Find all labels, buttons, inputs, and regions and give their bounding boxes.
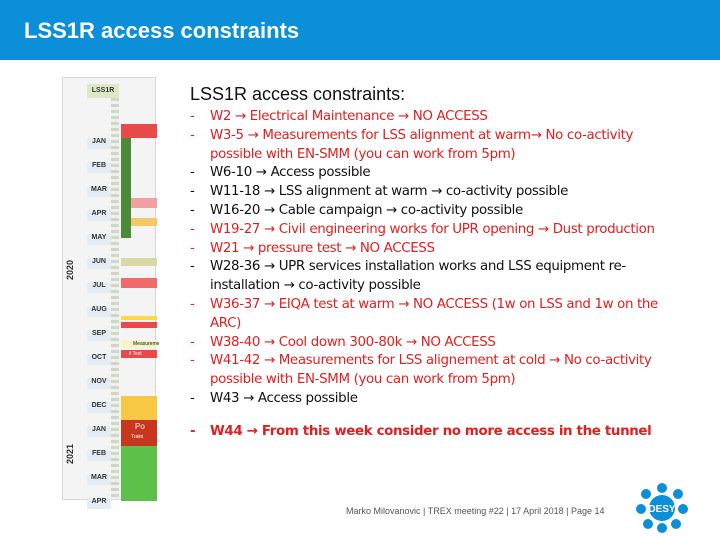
schedule-chart-image <box>62 77 160 505</box>
month-label: JUN <box>87 258 111 269</box>
list-item <box>190 352 680 390</box>
bullet-dash: - <box>190 334 195 350</box>
bullet-dash: - <box>190 127 195 143</box>
month-label: FEB <box>87 162 111 173</box>
list-item <box>190 127 680 165</box>
month-label: APR <box>87 498 111 509</box>
list-item-text: W41-42 → Measurements for LSS alignement at cold → No co-activity possible with EN-SMM (you can work from 5pm) <box>210 353 652 388</box>
block-label: Traini <box>131 434 144 440</box>
month-label: MAR <box>87 186 111 197</box>
month-label: MAY <box>87 234 111 245</box>
title-bar <box>0 0 720 60</box>
month-label: AUG <box>87 306 111 317</box>
constraints-list <box>190 108 680 442</box>
desy-logo-icon <box>636 482 688 534</box>
block-label: il Test <box>129 351 142 357</box>
bullet-dash: - <box>190 390 195 406</box>
list-item-text: W43 → Access possible <box>210 390 358 406</box>
list-item-text: W3-5 → Measurements for LSS alignment at warm→ No co-activity possible with EN-SMM (you can work from 5pm) <box>210 127 634 162</box>
list-item <box>190 221 680 240</box>
content-heading: LSS1R access constraints: <box>190 84 406 104</box>
schedule-block <box>121 340 160 348</box>
schedule-block <box>121 124 157 138</box>
bullet-dash: - <box>190 240 195 256</box>
list-item <box>190 258 680 296</box>
list-item-text: W6-10 → Access possible <box>210 165 371 181</box>
list-item-text: W38-40 → Cool down 300-80k → NO ACCESS <box>210 334 496 350</box>
bullet-dash: - <box>190 165 195 181</box>
schedule-block <box>121 396 157 420</box>
year-label-2020: 2020 <box>65 259 75 281</box>
year-label-2021: 2021 <box>65 443 75 465</box>
list-item <box>190 108 680 127</box>
schedule-block <box>121 350 157 358</box>
list-item-text: W16-20 → Cable campaign → co-activity possible <box>210 202 523 218</box>
schedule-block <box>121 420 157 446</box>
month-label: APR <box>87 210 111 221</box>
bullet-dash: - <box>190 423 196 439</box>
schedule-block <box>121 446 157 501</box>
bullet-dash: - <box>190 353 195 369</box>
month-label: DEC <box>87 402 111 413</box>
schedule-column-header: LSS1R <box>87 84 119 98</box>
month-label: JAN <box>87 426 111 437</box>
block-label: Po <box>135 422 145 431</box>
block-label: Measureme <box>133 341 160 347</box>
list-item-text: W36-37 → EIQA test at warm → NO ACCESS (1w on LSS and 1w on the ARC) <box>210 296 658 331</box>
list-item-text: W28-36 → UPR services installation works and LSS equipment re-installation → co-activity possible <box>210 259 626 294</box>
month-label: OCT <box>87 354 111 365</box>
list-item-text: W2 → Electrical Maintenance → NO ACCESS <box>210 109 488 124</box>
list-item <box>190 164 680 183</box>
list-spacer <box>190 409 680 423</box>
list-item-text: W11-18 → LSS alignment at warm → co-activity possible <box>210 184 568 200</box>
list-item <box>190 296 680 334</box>
month-label: JUL <box>87 282 111 293</box>
month-label: NOV <box>87 378 111 389</box>
bullet-dash: - <box>190 202 195 218</box>
list-item <box>190 423 680 442</box>
list-item <box>190 240 680 259</box>
list-item-text: W44 → From this week consider no more access in the tunnel <box>210 423 652 439</box>
schedule-block <box>121 316 157 320</box>
list-item <box>190 202 680 221</box>
bullet-dash: - <box>190 259 195 275</box>
schedule-block <box>121 322 157 328</box>
month-label: FEB <box>87 450 111 461</box>
list-item <box>190 390 680 409</box>
bullet-dash: - <box>190 109 195 124</box>
schedule-block <box>131 198 157 208</box>
logo-text: DESY <box>648 504 676 515</box>
schedule-block <box>121 278 157 288</box>
list-item <box>190 183 680 202</box>
constraints-content <box>190 84 680 442</box>
bullet-dash: - <box>190 184 195 200</box>
list-item <box>190 334 680 353</box>
schedule-grid <box>111 98 119 498</box>
footer-text: Marko Milovanovic | TREX meeting #22 | 17 April 2018 | Page 14 <box>346 506 605 516</box>
schedule-block <box>131 218 157 226</box>
schedule-block <box>121 138 131 238</box>
month-label: MAR <box>87 474 111 485</box>
list-item-text: W21 → pressure test → NO ACCESS <box>210 240 435 256</box>
bullet-dash: - <box>190 296 195 312</box>
month-label: JAN <box>87 138 111 149</box>
month-column <box>87 98 111 505</box>
bullet-dash: - <box>190 221 195 237</box>
month-label: SEP <box>87 330 111 341</box>
slide-title: LSS1R access constraints <box>24 18 300 43</box>
schedule-block <box>121 258 157 266</box>
list-item-text: W19-27 → Civil engineering works for UPR opening → Dust production <box>210 221 655 237</box>
